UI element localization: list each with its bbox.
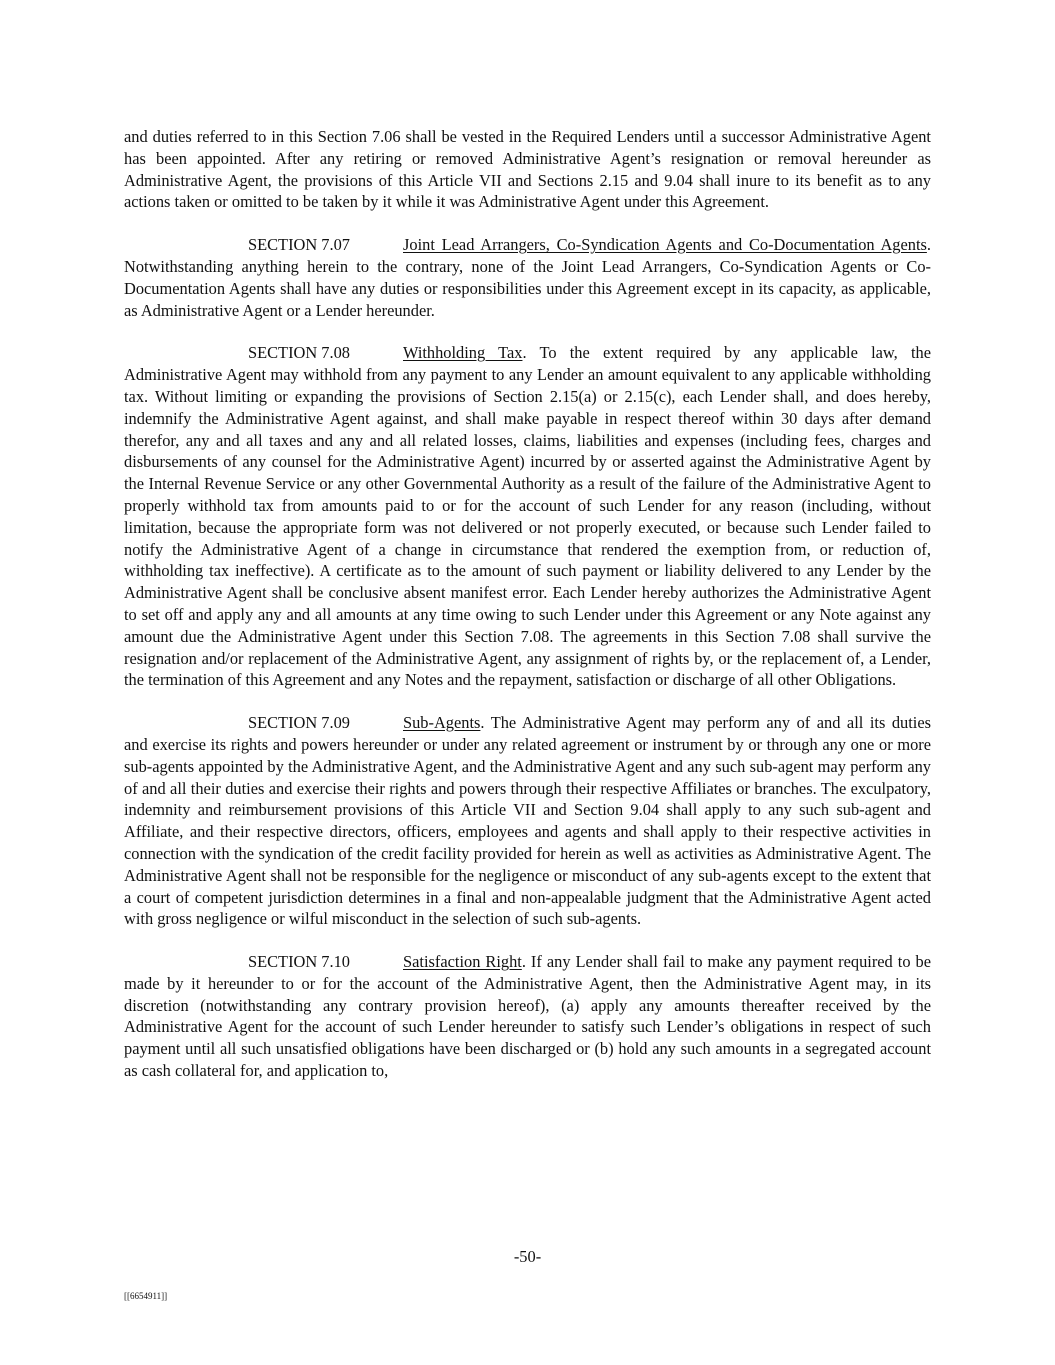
document-id: [[6654911]] bbox=[124, 1291, 168, 1301]
section-title: Sub-Agents bbox=[403, 713, 481, 733]
section-text: . If any Lender shall fail to make any payment required to be made by it hereunder to or for the account of the Administrative Agent, then the Administrative Agent may, in its discretion (notwithstanding any contrary provision hereof), (a) apply any amounts thereafter received by the Administrative Agent for the account of such Lender hereunder to satisfy such Lender’s obligations in respect of such payment until all such unsatisfied obligations have been discharged or (b) hold any such amounts in a segregated account as cash collateral for, and application to, bbox=[124, 952, 931, 1081]
section-text: . The Administrative Agent may perform any of and all its duties and exercise its rights and powers hereunder or under any related agreement or instrument by or through any one or more sub-agents appointed by the Administrative Agent, and the Administrative Agent and any such sub-agent may perform any of and all their duties and exercise their rights and powers through their respective Affiliates or branches. The exculpatory, indemnity and reimbursement provisions of this Article VII and Section 9.04 shall apply to any such sub-agent and Affiliate, and their respective directors, officers, employees and agents and shall apply to their respective activities in connection with the syndication of the credit facility provided for herein as well as activities as Administrative Agent. The Administrative Agent shall not be responsible for the negligence or misconduct of any sub-agents except to the extent that a court of competent jurisdiction determines in a final and non-appealable judgment that the Administrative Agent acted with gross negligence or wilful misconduct in the selection of such sub-agents. bbox=[124, 713, 931, 929]
section-text: . To the extent required by any applicable law, the Administrative Agent may withhold from any payment to any Lender an amount equivalent to any applicable withholding tax. Without limiting or expanding the provisions of Section 2.15(a) or 2.15(c), each Lender shall, and does hereby, indemnify the Administrative Agent against, and shall make payable in respect thereof within 30 days after demand therefor, any and all taxes and any and all related losses, claims, liabilities and expenses (including fees, charges and disbursements of any counsel for the Administrative Agent) incurred by or asserted against the Administrative Agent by the Internal Revenue Service or any other Governmental Authority as a result of the failure of the Administrative Agent to properly withhold tax from amounts paid to or for the account of such Lender for any reason (including, without limitation, because the appropriate form was not delivered or not properly executed, or because such Lender failed to notify the Administrative Agent of a change in circumstance that rendered the exemption from, or reduction of, withholding tax ineffective). A certificate as to the amount of such payment or liability delivered to any Lender by the Administrative Agent shall be conclusive absent manifest error. Each Lender hereby authorizes the Administrative Agent to set off and apply any and all amounts at any time owing to such Lender under this Agreement or any Note against any amount due the Administrative Agent under this Section 7.08. The agreements in this Section 7.08 shall survive the resignation and/or replacement of the Administrative Agent, any assignment of rights by, or the replacement of, a Lender, the termination of this Agreement and any Notes and the repayment, satisfaction or discharge of all other Obligations. bbox=[124, 343, 931, 690]
section-7-10 bbox=[124, 951, 931, 1082]
section-title: Withholding Tax bbox=[403, 343, 523, 363]
page-number: -50- bbox=[513, 1247, 542, 1266]
section-7-09 bbox=[124, 712, 931, 930]
document-body bbox=[124, 126, 931, 1103]
continuation-paragraph: and duties referred to in this Section 7.06 shall be vested in the Required Lenders until a successor Administrative Agent has been appointed. After any retiring or removed Administrative Agent’s resignation or removal hereunder as Administrative Agent, the provisions of this Article VII and Sections 2.15 and 9.04 shall inure to its benefit as to any actions taken or omitted to be taken by it while it was Administrative Agent under this Agreement. bbox=[124, 127, 931, 212]
section-7-08 bbox=[124, 342, 931, 691]
section-7-07 bbox=[124, 234, 931, 321]
section-number: SECTION 7.09 bbox=[248, 713, 350, 733]
section-text: . Notwithstanding anything herein to the contrary, none of the Joint Lead Arrangers, Co-Syndication Agents or Co-Documentation Agents shall have any duties or responsibilities under this Agreement except in its capacity, as applicable, as Administrative Agent or a Lender hereunder. bbox=[124, 235, 931, 320]
section-title: Joint Lead Arrangers, Co-Syndication Agents and Co-Documentation Agents bbox=[403, 235, 927, 255]
section-title: Satisfaction Right bbox=[403, 952, 522, 972]
section-number: SECTION 7.10 bbox=[248, 952, 350, 972]
section-number: SECTION 7.08 bbox=[248, 343, 350, 363]
section-number: SECTION 7.07 bbox=[248, 235, 350, 255]
